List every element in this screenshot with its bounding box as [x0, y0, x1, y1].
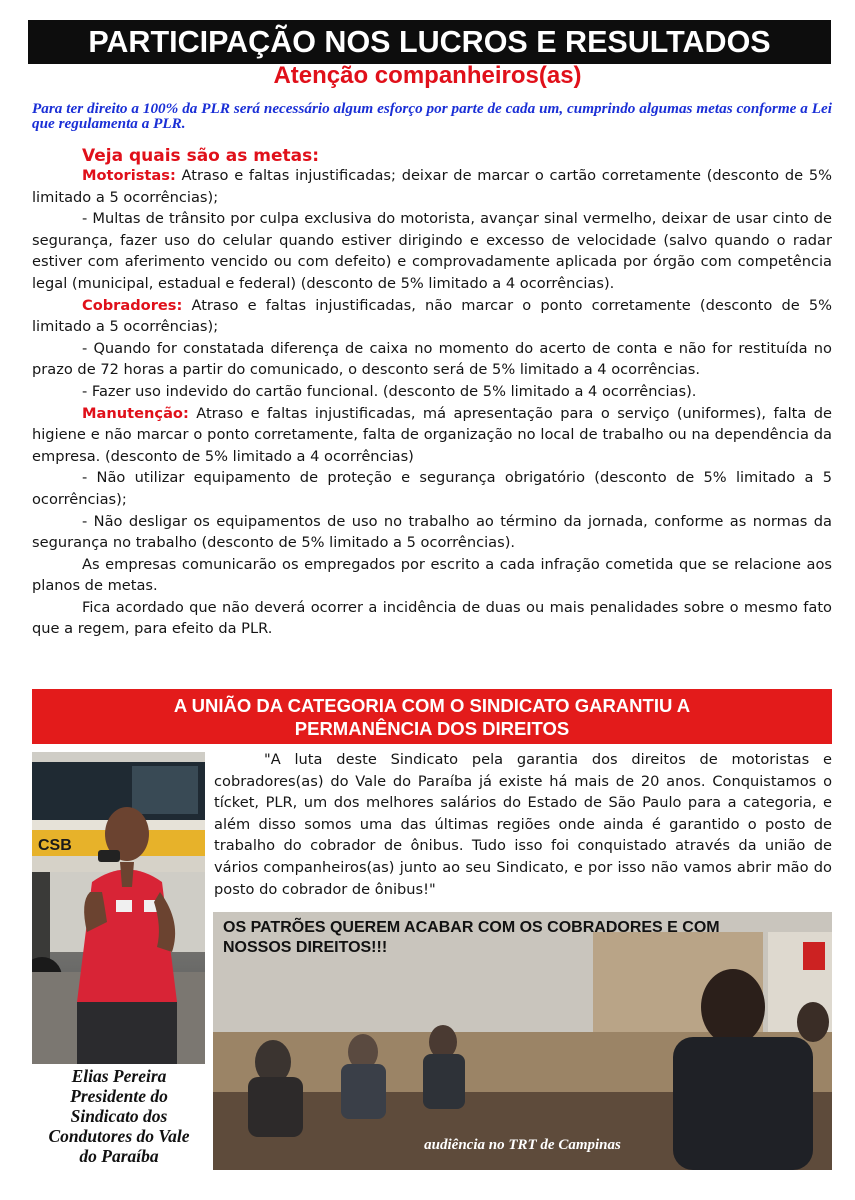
banner-line-1: A UNIÃO DA CATEGORIA COM O SINDICATO GARANTIU A [173, 695, 691, 716]
manutencao-text: Atraso e faltas injustificadas, má apresentação para o serviço (uniformes), falta de higiene e não marcar o ponto corretamente, falta de organização no local de trabalho ou na dependência da empresa. (desconto de 5% limitado a 4 ocorrências) [32, 404, 832, 465]
president-photo [32, 752, 205, 1064]
cobradores-label: Cobradores: [82, 296, 183, 314]
union-banner [32, 689, 832, 744]
caption-line-3: Sindicato dos [70, 1106, 168, 1126]
motoristas-label: Motoristas: [82, 167, 176, 184]
metas-body [32, 165, 832, 640]
acordado-paragraph: Fica acordado que não deverá ocorrer a incidência de duas ou mais penalidades sobre o mesmo fato que a regem, para efeito da PLR. [32, 598, 832, 638]
motoristas-text: Atraso e faltas injustificadas; deixar de marcar o cartão corretamente (desconto de 5% limitado a 5 ocorrências); [32, 167, 832, 206]
caption-line-2: Presidente do [70, 1086, 168, 1106]
empresas-paragraph: As empresas comunicarão os empregados por escrito a cada infração cometida que se relacione aos planos de metas. [32, 555, 832, 595]
president-caption [30, 1066, 208, 1166]
page-title: PARTICIPAÇÃO NOS LUCROS E RESULTADOS [28, 20, 831, 64]
manutencao-equipamento-paragraph: - Não utilizar equipamento de proteção e segurança obrigatório (desconto de 5% limitado a 5 ocorrências); [32, 469, 832, 508]
president-quote: "A luta deste Sindicato pela garantia dos direitos de motoristas e cobradores(as) do Vale do Paraíba já existe há mais de 20 anos. Conquistamos o tícket, PLR, um dos melhores salários do Estado de São Paulo para a categoria, e além disso somos uma das últimas regiões onde ainda é garantido o posto de trabalho do cobrador de ônibus. Tudo isso foi conquistado através da união de vários companheiros(as) junto ao seu Sindicato, e por isso não vamos abrir mão do posto do cobrador de ônibus!" [214, 751, 832, 898]
court-headline-line-2: NOSSOS DIREITOS!!! [223, 939, 388, 956]
court-headline-line-1: OS PATRÕES QUEREM ACABAR COM OS COBRADORES E COM [223, 919, 720, 936]
motoristas-multas-paragraph: - Multas de trânsito por culpa exclusiva do motorista, avançar sinal vermelho, deixar de usar cinto de segurança, fazer uso do celular quando estiver dirigindo e excesso de velocidade (salvo quando o radar estiver com aferimento vencido ou com defeito) e comprovadamente aplicada por órgão com competência legal (municipal, estadual e federal) (desconto de 5% limitado a 4 ocorrências). [32, 210, 832, 292]
manutencao-label: Manutenção: [82, 404, 189, 422]
court-headline [223, 918, 823, 958]
manutencao-paragraph [32, 403, 832, 468]
president-photo-illustration [32, 752, 205, 1064]
cobradores-caixa-paragraph: - Quando for constatada diferença de caixa no momento do acerto de conta e não for restituída no prazo de 72 horas a partir do comunicado, o desconto será de 5% limitado a 4 ocorrências. [32, 339, 832, 379]
motoristas-paragraph [32, 165, 832, 208]
caption-line-1: Elias Pereira [71, 1066, 167, 1086]
manutencao-desligar-paragraph: - Não desligar os equipamentos de uso no trabalho ao término da jornada, conforme as normas da segurança no trabalho (desconto de 5% limitado a 5 ocorrências). [32, 512, 832, 552]
metas-heading: Veja quais são as metas: [82, 146, 320, 166]
subtitle: Atenção companheiros(as) [273, 62, 582, 89]
court-caption: audiência no TRT de Campinas [424, 1137, 621, 1153]
cobradores-cartao-paragraph: - Fazer uso indevido do cartão funcional. (desconto de 5% limitado a 4 ocorrências). [82, 382, 697, 400]
intro-paragraph: Para ter direito a 100% da PLR será necessário algum esforço por parte de cada um, cumprindo algumas metas conforme a Lei que regulamenta a PLR. [32, 100, 832, 132]
banner-line-2: PERMANÊNCIA DOS DIREITOS [294, 718, 570, 739]
court-hearing-photo [213, 912, 832, 1170]
bus-logo-text: CSB [38, 837, 72, 854]
cobradores-text: Atraso e faltas injustificadas, não marcar o ponto corretamente (desconto de 5% limitado a 5 ocorrências); [32, 296, 832, 336]
cobradores-paragraph [32, 295, 832, 338]
caption-line-4: Condutores do Vale [48, 1126, 190, 1146]
caption-line-5: do Paraíba [79, 1146, 159, 1166]
